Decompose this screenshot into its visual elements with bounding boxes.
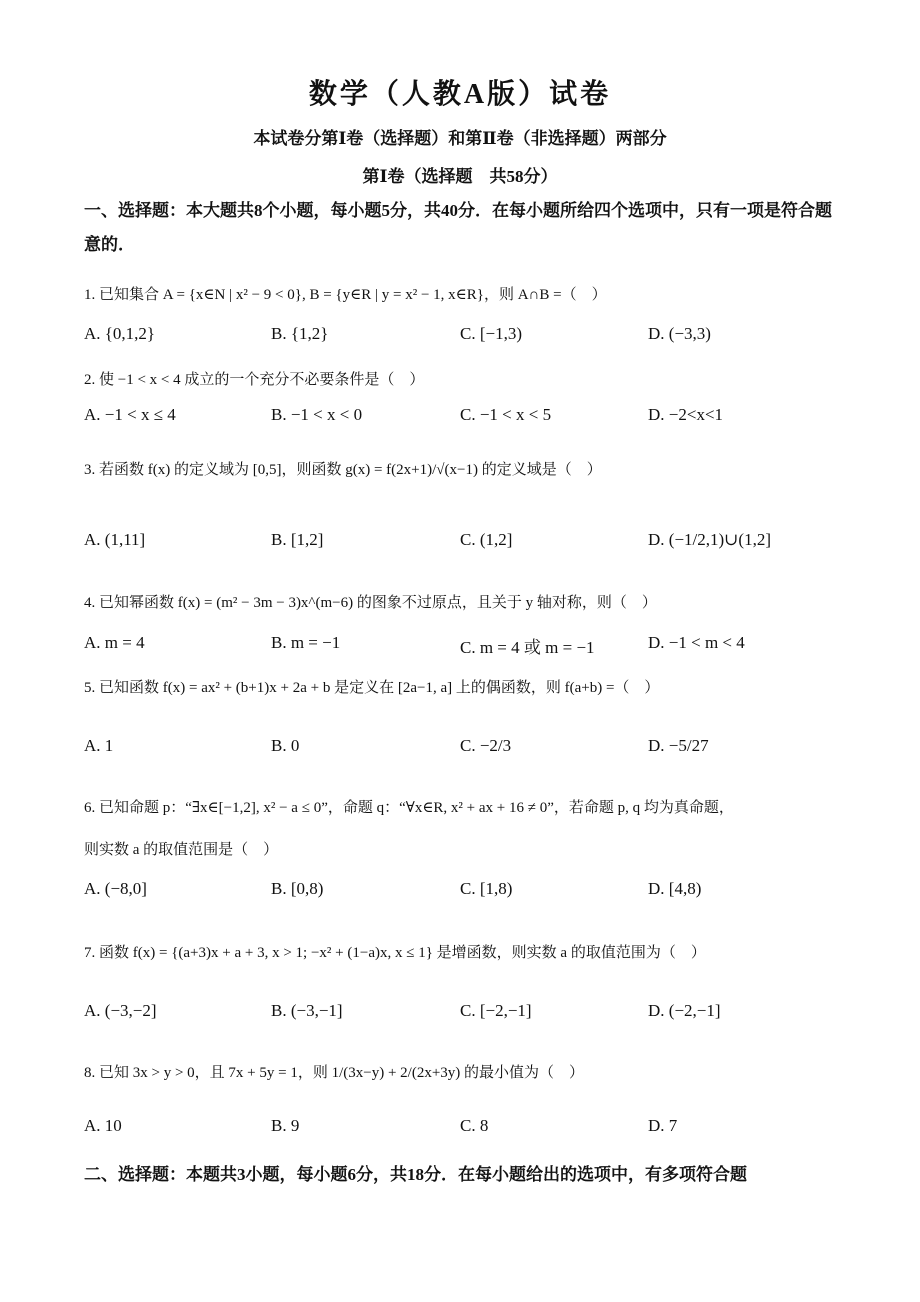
question-4-stem: 4. 已知幂函数 f(x) = (m² − 3m − 3)x^(m−6) 的图象不过原点，且关于 y 轴对称，则（ ） [84,595,657,611]
question-2-option-c: C. −1 < x < 5 [460,405,552,424]
question-4-options [84,633,844,663]
question-8-option-c: C. 8 [460,1116,489,1135]
question-7-option-c: C. [−2,−1] [460,1001,532,1020]
question-2-stem: 2. 使 −1 < x < 4 成立的一个充分不必要条件是（ ） [84,372,425,388]
question-7-options [84,1001,844,1031]
question-5-options [84,736,844,766]
question-1-stem: 1. 已知集合 A = {x∈N | x² − 9 < 0}, B = {y∈R | y = x² − 1, x∈R}，则 A∩B =（ ） [84,287,607,303]
question-2-option-a: A. −1 < x ≤ 4 [84,405,176,424]
question-7-option-d: D. (−2,−1] [648,1001,721,1020]
question-8-options [84,1116,844,1146]
question-1-option-a: A. {0,1,2} [84,324,156,343]
question-5-option-b: B. 0 [271,736,300,755]
question-8-stem: 8. 已知 3x > y > 0，且 7x + 5y = 1，则 1/(3x−y) + 2/(2x+3y) 的最小值为（ ） [84,1065,585,1081]
question-1-option-b: B. {1,2} [271,324,329,343]
question-6-option-a: A. (−8,0] [84,879,147,898]
question-3-option-c: C. (1,2] [460,530,513,549]
question-5-option-d: D. −5/27 [648,736,709,755]
question-3-stem: 3. 若函数 f(x) 的定义域为 [0,5]，则函数 g(x) = f(2x+1)/√(x−1) 的定义域是（ ） [84,462,602,478]
question-7-option-b: B. (−3,−1] [271,1001,343,1020]
question-4-option-d: D. −1 < m < 4 [648,633,745,652]
question-3-option-a: A. (1,11] [84,530,146,549]
question-3-option-d: D. (−1/2,1)∪(1,2] [648,530,771,549]
question-1-options [84,324,844,354]
question-6-options [84,879,844,909]
question-3-option-b: B. [1,2] [271,530,324,549]
question-2-option-d: D. −2<x<1 [648,405,724,424]
question-1-option-c: C. [−1,3) [460,324,522,343]
question-4-option-c: C. m = 4 或 m = −1 [460,638,595,657]
question-5-option-c: C. −2/3 [460,736,512,755]
question-2-options [84,405,844,435]
question-8-option-b: B. 9 [271,1116,300,1135]
question-4-option-b: B. m = −1 [271,633,341,652]
question-6-option-b: B. [0,8) [271,879,324,898]
question-6-option-c: C. [1,8) [460,879,513,898]
part-one-heading: 第Ⅰ卷（选择题 共58分） [362,167,558,186]
question-7-option-a: A. (−3,−2] [84,1001,157,1020]
question-8-option-a: A. 10 [84,1116,122,1135]
question-6-stem: 6. 已知命题 p：“∃x∈[−1,2], x² − a ≤ 0”，命题 q：“∀x∈R, x² + ax + 16 ≠ 0”，若命题 p, q 均为真命题， [84,800,734,816]
question-7-stem: 7. 函数 f(x) = {(a+3)x + a + 3, x > 1; −x² + (1−a)x, x ≤ 1} 是增函数，则实数 a 的取值范围为（ ） [84,945,706,961]
question-2-option-b: B. −1 < x < 0 [271,405,363,424]
exam-structure-note: 本试卷分第Ⅰ卷（选择题）和第Ⅱ卷（非选择题）两部分 [253,129,667,148]
question-1-option-d: D. (−3,3) [648,324,711,343]
question-6-option-d: D. [4,8) [648,879,702,898]
section-one-instructions: 一、选择题：本大题共8个小题，每小题5分，共40分．在每小题所给四个选项中，只有一项是符合题意的． [84,201,832,254]
question-8-option-d: D. 7 [648,1116,678,1135]
question-5-stem: 5. 已知函数 f(x) = ax² + (b+1)x + 2a + b 是定义在 [2a−1, a] 上的偶函数，则 f(a+b) =（ ） [84,680,660,696]
section-two-instructions: 二、选择题：本题共3小题，每小题6分，共18分．在每小题给出的选项中，有多项符合题 [84,1165,747,1184]
question-5-option-a: A. 1 [84,736,114,755]
question-6-stem-continued: 则实数 a 的取值范围是（ ） [84,842,279,858]
question-4-option-a: A. m = 4 [84,633,145,652]
question-3-options [84,530,844,560]
page-title: 数学（人教A版）试卷 [308,79,612,110]
